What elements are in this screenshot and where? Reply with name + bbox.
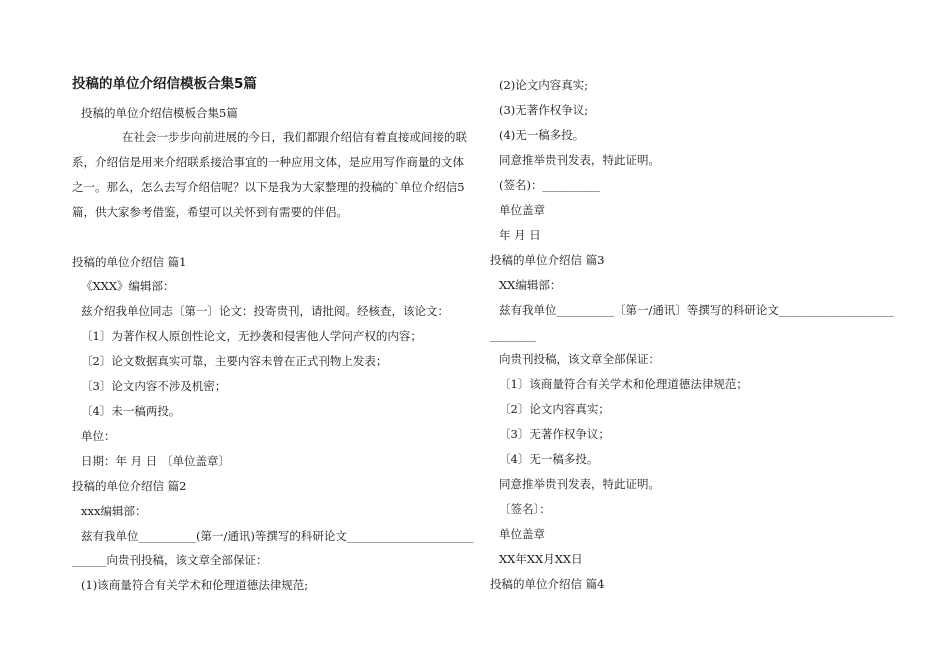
letter3-line: 向贵刊投稿，该文章全部保证：: [499, 352, 660, 366]
letter2-line: xxx编辑部：: [81, 504, 147, 518]
letter1-line: 〔4〕未一稿两投。: [81, 404, 181, 418]
intro-line: 之一。那么，怎么去写介绍信呢？以下是我为大家整理的投稿的`单位介绍信5: [72, 180, 465, 194]
letter3-line: XX年XX月XX日: [499, 552, 583, 566]
intro-line: 篇，供大家参考借鉴，希望可以关怀到有需要的伴侣。: [72, 205, 348, 219]
letter2-line: (2)论文内容真实;: [499, 78, 589, 92]
section-heading-1: 投稿的单位介绍信 篇1: [72, 255, 187, 269]
section-heading-3: 投稿的单位介绍信 篇3: [490, 253, 605, 267]
letter1-line: 单位：: [81, 429, 116, 443]
document-title: 投稿的单位介绍信模板合集5篇: [72, 76, 257, 92]
section-heading-4: 投稿的单位介绍信 篇4: [490, 577, 605, 591]
letter3-line: 〔签名〕：: [499, 502, 551, 516]
letter2-line: 同意推举贵刊发表，特此证明。: [499, 153, 660, 167]
section-heading-2: 投稿的单位介绍信 篇2: [72, 479, 187, 493]
letter2-line: (3)无著作权争议;: [499, 103, 589, 117]
document-subtitle: 投稿的单位介绍信模板合集5篇: [81, 106, 238, 120]
letter1-line: 〔1〕为著作权人原创性论文，无抄袭和侵害他人学问产权的内容；: [81, 329, 422, 343]
letter1-line: 《XXX》编辑部：: [81, 279, 175, 293]
letter2-line: (签名)：__________: [499, 178, 600, 192]
letter3-line: 单位盖章: [499, 527, 545, 541]
letter1-line: 〔2〕论文数据真实可靠，主要内容未曾在正式刊物上发表；: [81, 354, 388, 368]
letter3-line: ________: [490, 328, 536, 342]
letter3-line: 〔1〕该商量符合有关学术和伦理道德法律规范；: [499, 377, 748, 391]
letter1-line: 兹介绍我单位同志〔第一〕论文：投寄贵刊，请批阅。经核查，该论文：: [81, 304, 449, 318]
letter3-line: 〔2〕论文内容真实；: [499, 402, 610, 416]
letter3-line: 兹有我单位__________〔第一/通讯〕等撰写的科研论文____________________: [499, 303, 894, 317]
letter3-line: 〔3〕无著作权争议；: [499, 427, 610, 441]
letter1-line: 〔3〕论文内容不涉及机密；: [81, 379, 227, 393]
letter3-line: XX编辑部：: [499, 278, 562, 292]
letter3-line: 〔4〕无一稿多投。: [499, 452, 599, 466]
intro-line: 在社会一步步向前进展的今日，我们都跟介绍信有着直接或间接的联: [122, 130, 467, 144]
letter2-line: ______向贵刊投稿，该文章全部保证：: [72, 553, 268, 567]
letter2-line: 单位盖章: [499, 203, 545, 217]
intro-line: 系，介绍信是用来介绍联系接洽事宜的一种应用文体，是应用写作商量的文体: [72, 155, 464, 169]
letter2-line: (4)无一稿多投。: [499, 128, 585, 142]
letter1-line: 日期：年 月 日 〔单位盖章〕: [81, 454, 230, 468]
letter2-line: (1)该商量符合有关学术和伦理道德法律规范;: [81, 578, 309, 592]
letter2-line: 兹有我单位__________(第一/通讯)等撰写的科研论文______________________: [81, 529, 474, 543]
letter2-line: 年 月 日: [499, 228, 541, 242]
letter3-line: 同意推举贵刊发表，特此证明。: [499, 477, 660, 491]
